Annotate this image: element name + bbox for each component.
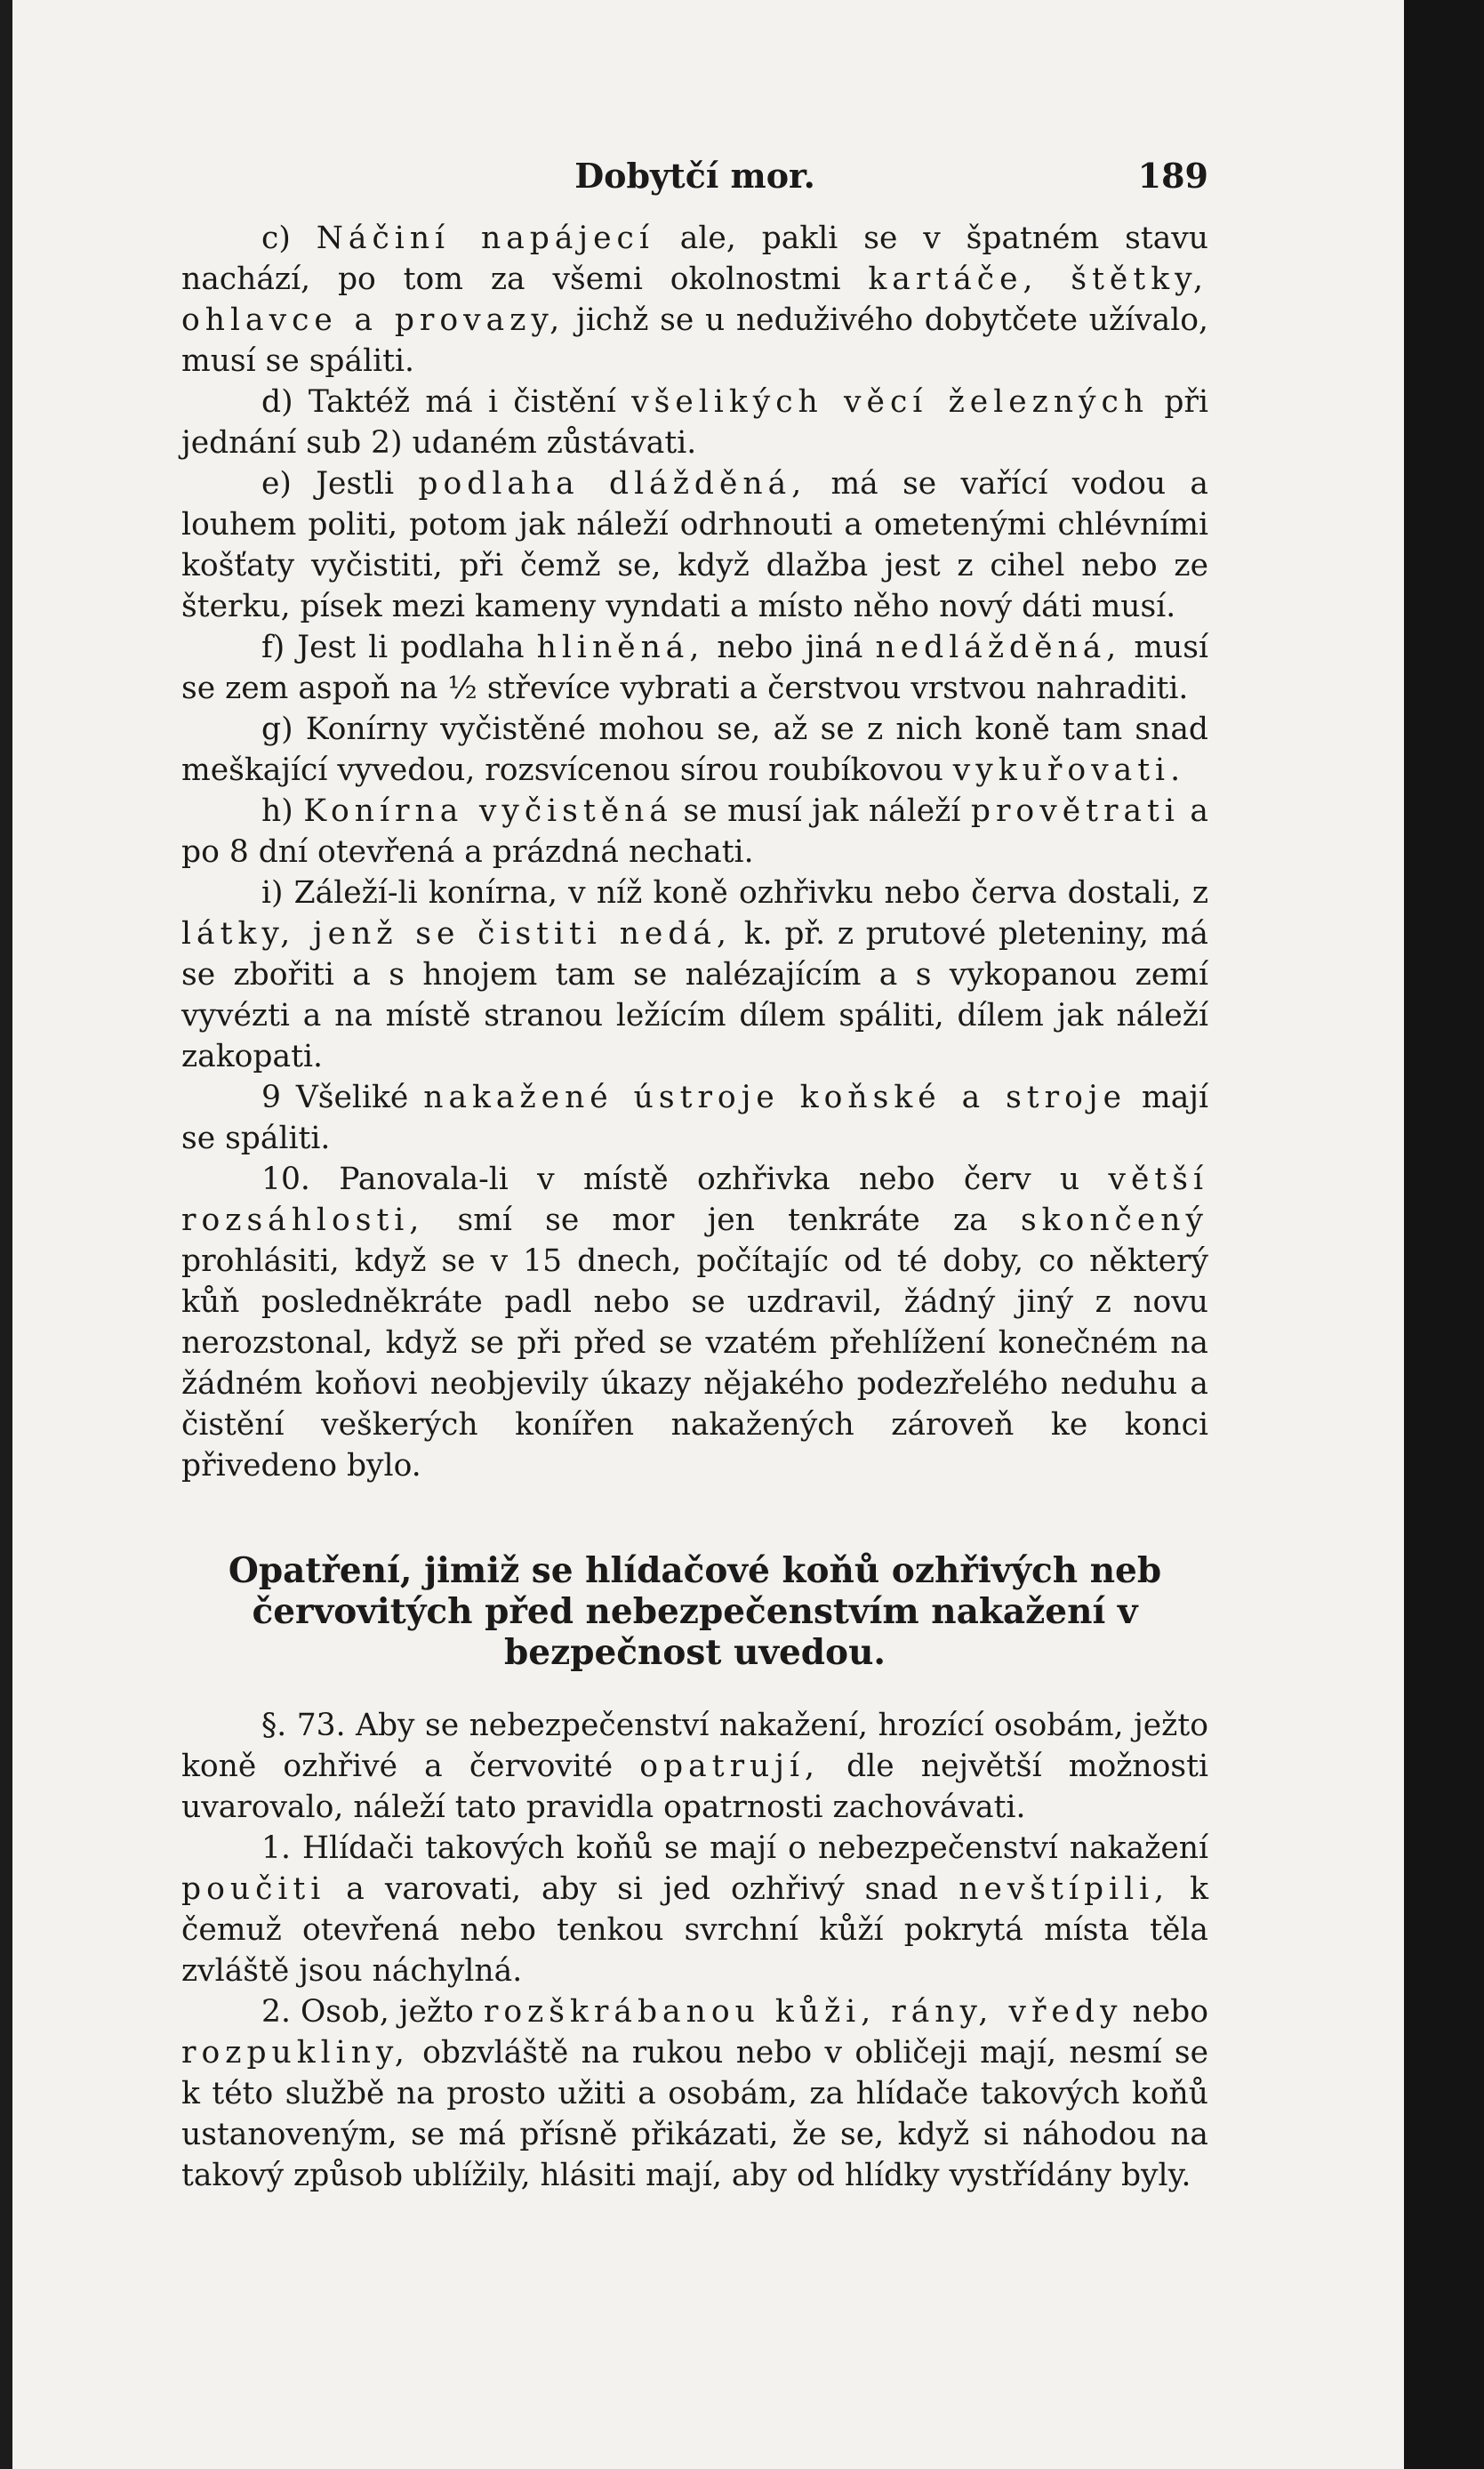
spaced-emphasis-text: opatrují, [639,1749,820,1784]
paragraph-g [181,709,1208,791]
spaced-emphasis-text: rozškrábanou kůži, rány, vředy [483,1994,1123,2030]
paragraph-text: 2. Osob, ježto [261,1994,484,2030]
spaced-emphasis-text: rozpukliny, [181,2035,410,2071]
scan-left-edge [0,0,12,2469]
spaced-emphasis-text: poučiti [181,1871,326,1907]
paragraph-text: ale, pakli se v špatném stavu nachází, po tom za všemi okolnostmi [181,221,1208,297]
paragraph-text: 1. Hlídači takových koňů se mají o nebezpečenství nakažení [261,1830,1208,1866]
paragraph-f [181,627,1208,709]
paragraph-h [181,791,1208,873]
spaced-emphasis-text: větší rozsáhlosti, [181,1162,1208,1238]
paragraph-text: 10. Panovala-li v místě ozhřivka nebo červ u [261,1162,1109,1197]
section-heading: Opatření, jimiž se hlídačové koňů ozhřivých neb červovitých před nebezpečenstvím nakažení v bezpečnost uvedou. [228,1550,1162,1673]
scan-right-edge [1404,0,1484,2469]
spaced-emphasis-text: provětrati [970,793,1180,829]
paragraph-text: smí se mor jen tenkráte za [424,1202,1021,1238]
paragraph-text: a po 8 dní otevřená a prázdná nechati. [181,793,1209,870]
paragraph-1 [181,1828,1208,1991]
spaced-emphasis-text: nedlážděná, [875,630,1122,665]
paragraph-text: h) [261,793,304,829]
page-number: 189 [1137,156,1208,196]
paragraph-text: i) Záleží-li konírna, v níž koně ozhřivku nebo červa dostali, z [261,875,1208,911]
paragraph-text: se musí jak náleží [672,793,971,829]
paragraph-text: a varovati, aby si jed ozhřivý snad [325,1871,959,1907]
spaced-emphasis-text: Konírna vyčistěná [303,793,673,829]
paragraph-9 [181,1077,1208,1159]
body-text-part-1 [181,218,1208,1486]
spaced-emphasis-text: nevštípili, [959,1871,1170,1907]
paragraph-text: d) Taktéž má i čistění [261,384,632,420]
paragraph-e [181,463,1208,627]
paragraph-text: při jednání sub 2) udaném zůstávati. [181,384,1208,461]
body-text-part-2 [181,1705,1208,2196]
paragraph-text: k. př. z prutové pleteniny, má se zbořiti a s hnojem tam se nalézajícím a s vykopanou zemí vyvézti a na místě stranou ležícím dílem spáliti, dílem jak náleží zakopati. [181,916,1209,1074]
spaced-emphasis-text: Náčiní napájecí [316,221,654,256]
paragraph-text: §. 73. Aby se nebezpečenství nakažení, hrozící osobám, ježto koně ozhřivé a červovité [181,1708,1208,1784]
paragraph-2 [181,1991,1208,2196]
paragraph-text: nebo jiná [704,630,876,665]
paragraph-10 [181,1159,1208,1486]
paragraph-text: dle největší možnosti uvarovalo, náleží tato pravidla opatrnosti zachovávati. [181,1749,1208,1825]
paragraph-i [181,873,1208,1077]
paragraph-text: 9 Všeliké [261,1080,424,1115]
paragraph-text: mají se spáliti. [181,1080,1208,1156]
paragraph-text: c) [261,221,317,256]
spaced-emphasis-text: skončený [1020,1202,1208,1238]
paragraph-text: e) Jestli [261,466,419,502]
spaced-emphasis-text: kartáče, štětky, ohlavce a provazy, [181,261,1208,338]
spaced-emphasis-text: hliněná, [536,630,705,665]
spaced-emphasis-text: nakažené ústroje koňské a stroje [423,1080,1127,1115]
page-header [181,156,1208,218]
paragraph-text: k čemuž otevřená nebo tenkou svrchní kůží pokrytá místa těla zvláště jsou náchylná. [181,1871,1208,1989]
spaced-emphasis-text: podlaha dlážděná, [418,466,807,502]
paragraph-text: má se vařící vodou a louhem politi, potom jak náleží odrhnouti a ometenými chlévními košťaty vyčistiti, při čemž se, když dlažba jest z cihel nebo ze šterku, písek mezi kameny vyndati a místo něho nový dáti musí. [181,466,1208,624]
paragraph-text: nebo [1122,1994,1208,2030]
spaced-emphasis-text: všelikých věcí železných [631,384,1150,420]
page-content [181,156,1208,2196]
paragraph-text: musí se zem aspoň na ½ střevíce vybrati a čerstvou vrstvou nahraditi. [181,630,1209,706]
paragraph-text: g) Konírny vyčistěné mohou se, až se z nich koně tam snad meškající vyvedou, rozsvícenou sírou roubíkovou [181,712,1208,788]
paragraph-d [181,382,1208,463]
paragraph-text: obzvláště na rukou nebo v obličeji mají, nesmí se k této službě na prosto užiti a osobám, za hlídače takových koňů ustanoveným, se má přísně přikázati, že se, když si náhodou na takový způsob ublížily, hlásiti mají, aby od hlídky vystřídány byly. [181,2035,1208,2193]
paragraph-73 [181,1705,1208,1828]
book-page [12,0,1404,2469]
spaced-emphasis-text: látky, jenž se čistiti nedá, [181,916,732,952]
paragraph-text: jichž se u neduživého dobytčete užívalo, musí se spáliti. [181,302,1208,379]
running-title: Dobytčí mor. [574,156,815,196]
paragraph-text: f) Jest li podlaha [261,630,537,665]
paragraph-c [181,218,1208,382]
spaced-emphasis-text: vykuřovati. [952,752,1186,788]
paragraph-text: prohlásiti, když se v 15 dnech, počítajíc od té doby, co některý kůň posledněkráte padl nebo se uzdravil, žádný jiný z novu nerozstonal, když se při před se vzatém přehlížení konečném na žádném koňovi neobjevily úkazy nějakého podezřelého neduhu a čistění veškerých konířen nakažených zároveň ke konci přivedeno bylo. [181,1243,1208,1484]
